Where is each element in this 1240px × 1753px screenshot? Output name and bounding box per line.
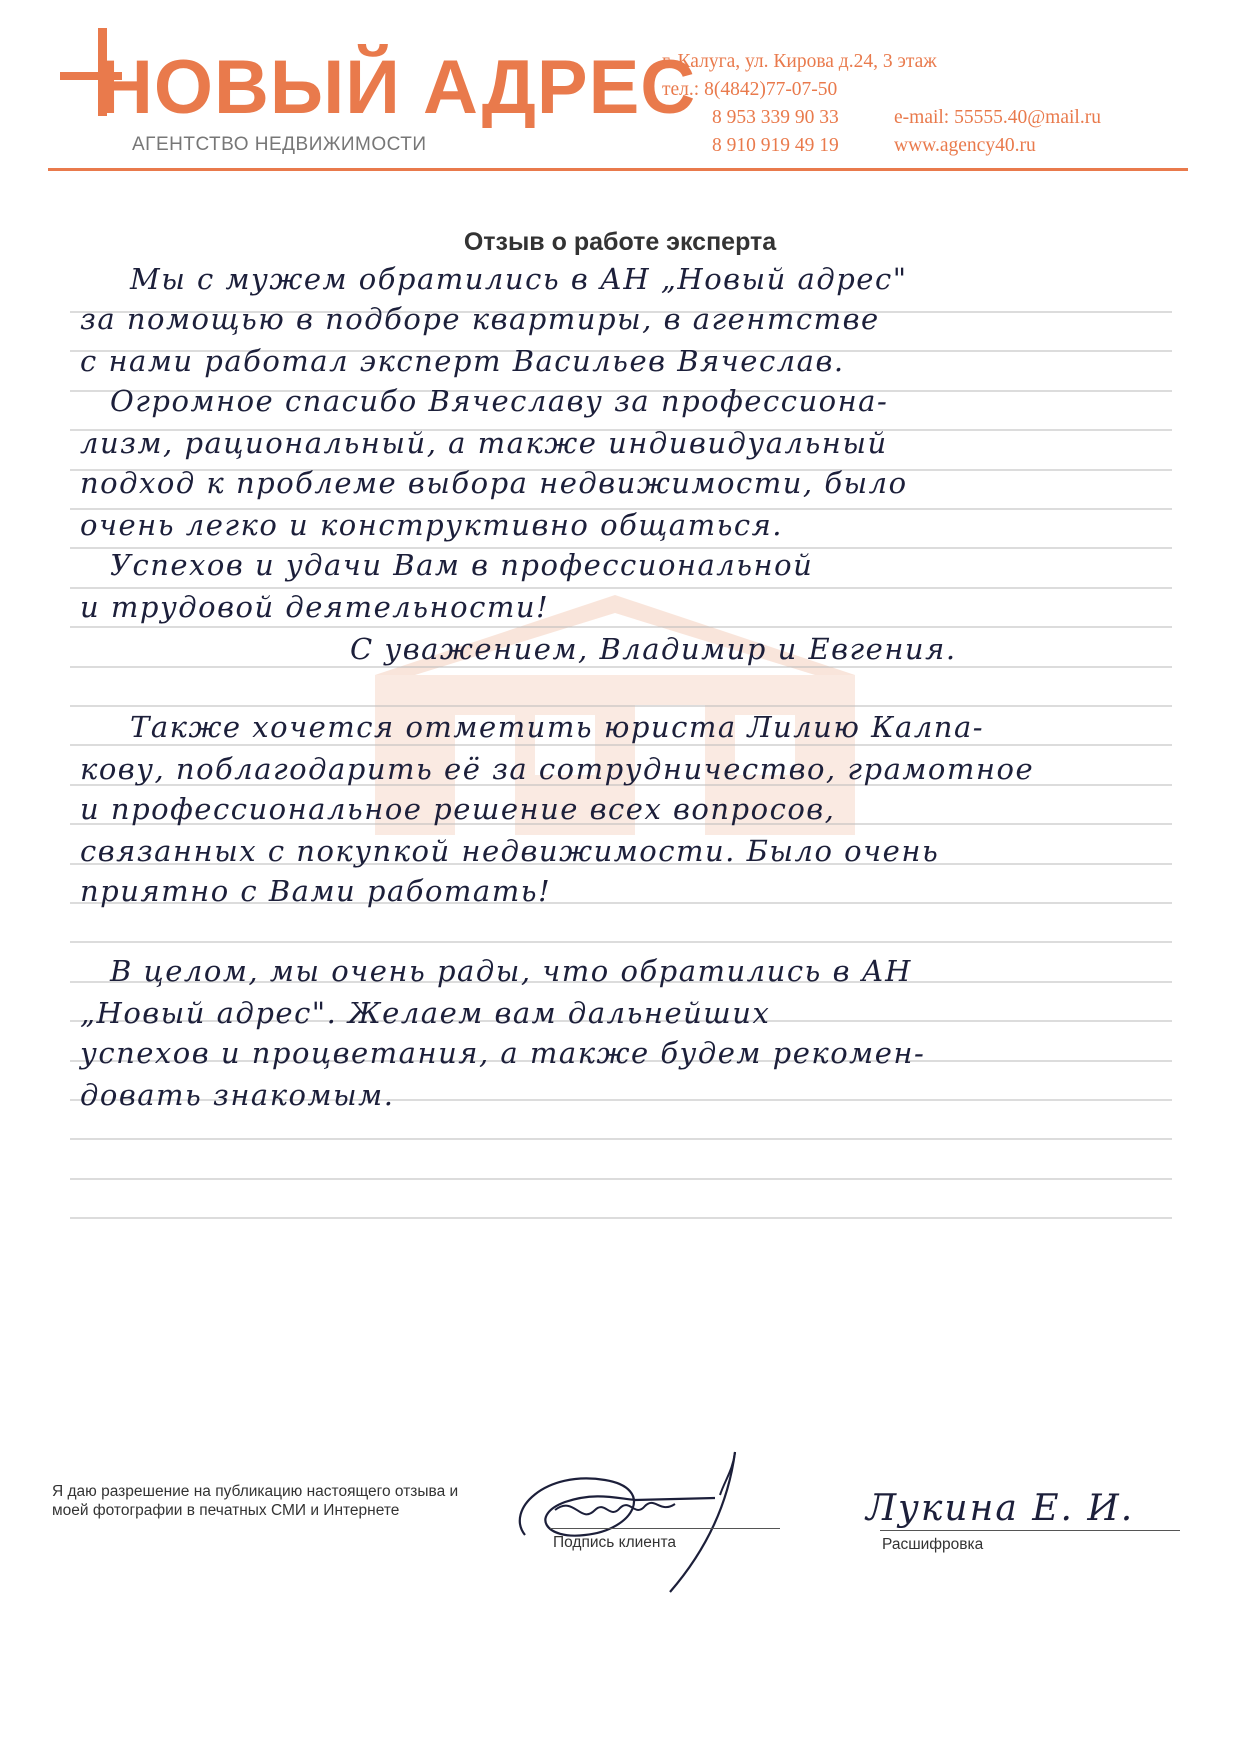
phone-main: тел.: 8(4842)77-07-50: [662, 79, 838, 100]
handwritten-line: с нами работал эксперт Васильев Вячеслав.: [80, 344, 845, 378]
decryption-label: Расшифровка: [882, 1536, 984, 1553]
handwritten-line: довать знакомым.: [80, 1078, 395, 1112]
website: www.agency40.ru: [894, 135, 1036, 156]
logo-subtitle: АГЕНТСТВО НЕДВИЖИМОСТИ: [132, 134, 427, 155]
handwritten-line: „Новый адрес". Желаем вам дальнейших: [80, 996, 771, 1030]
handwritten-line: за помощью в подборе квартиры, в агентстве: [80, 302, 880, 336]
handwritten-line: очень легко и конструктивно общаться.: [80, 508, 784, 542]
handwritten-line: лизм, рациональный, а также индивидуальный: [80, 426, 888, 460]
signature-line: [550, 1528, 780, 1529]
handwritten-line: успехов и процветания, а также будем рекомен-: [80, 1036, 926, 1070]
publication-permission: Я даю разрешение на публикацию настоящего отзыва и моей фотографии в печатных СМИ и Интернете: [52, 1483, 459, 1519]
handwritten-line: приятно с Вами работать!: [80, 874, 552, 908]
handwritten-line: связанных с покупкой недвижимости. Было очень: [80, 834, 940, 868]
address: г. Калуга, ул. Кирова д.24, 3 этаж: [662, 51, 937, 72]
phone-mobile-1: 8 953 339 90 33: [712, 107, 839, 128]
signature-label: Подпись клиента: [553, 1534, 677, 1551]
handwritten-line: Успехов и удачи Вам в профессиональной: [110, 548, 814, 582]
phone-mobile-2: 8 910 919 49 19: [712, 135, 839, 156]
document-title: Отзыв о работе эксперта: [463, 228, 777, 256]
handwritten-line: С уважением, Владимир и Евгения.: [350, 632, 957, 666]
handwritten-line: Огромное спасибо Вячеславу за профессиона-: [110, 384, 889, 418]
logo-name: НОВЫЙ АДРЕС: [98, 45, 697, 130]
decryption-line: [880, 1530, 1180, 1531]
decryption-value: Лукина Е. И.: [866, 1488, 1135, 1529]
handwritten-line: Мы с мужем обратились в АН „Новый адрес": [130, 262, 908, 296]
handwritten-line: Также хочется отметить юриста Лилию Калпа-: [130, 710, 985, 744]
email: e-mail: 55555.40@mail.ru: [894, 107, 1101, 128]
handwritten-line: и трудовой деятельности!: [80, 590, 550, 624]
handwritten-line: и профессиональное решение всех вопросов,: [80, 792, 836, 826]
client-signature: [485, 1440, 805, 1600]
handwritten-line: кову, поблагодарить её за сотрудничество, грамотное: [80, 752, 1035, 786]
handwritten-line: В целом, мы очень рады, что обратились в АН: [110, 954, 912, 988]
handwritten-line: подход к проблеме выбора недвижимости, было: [80, 466, 908, 500]
